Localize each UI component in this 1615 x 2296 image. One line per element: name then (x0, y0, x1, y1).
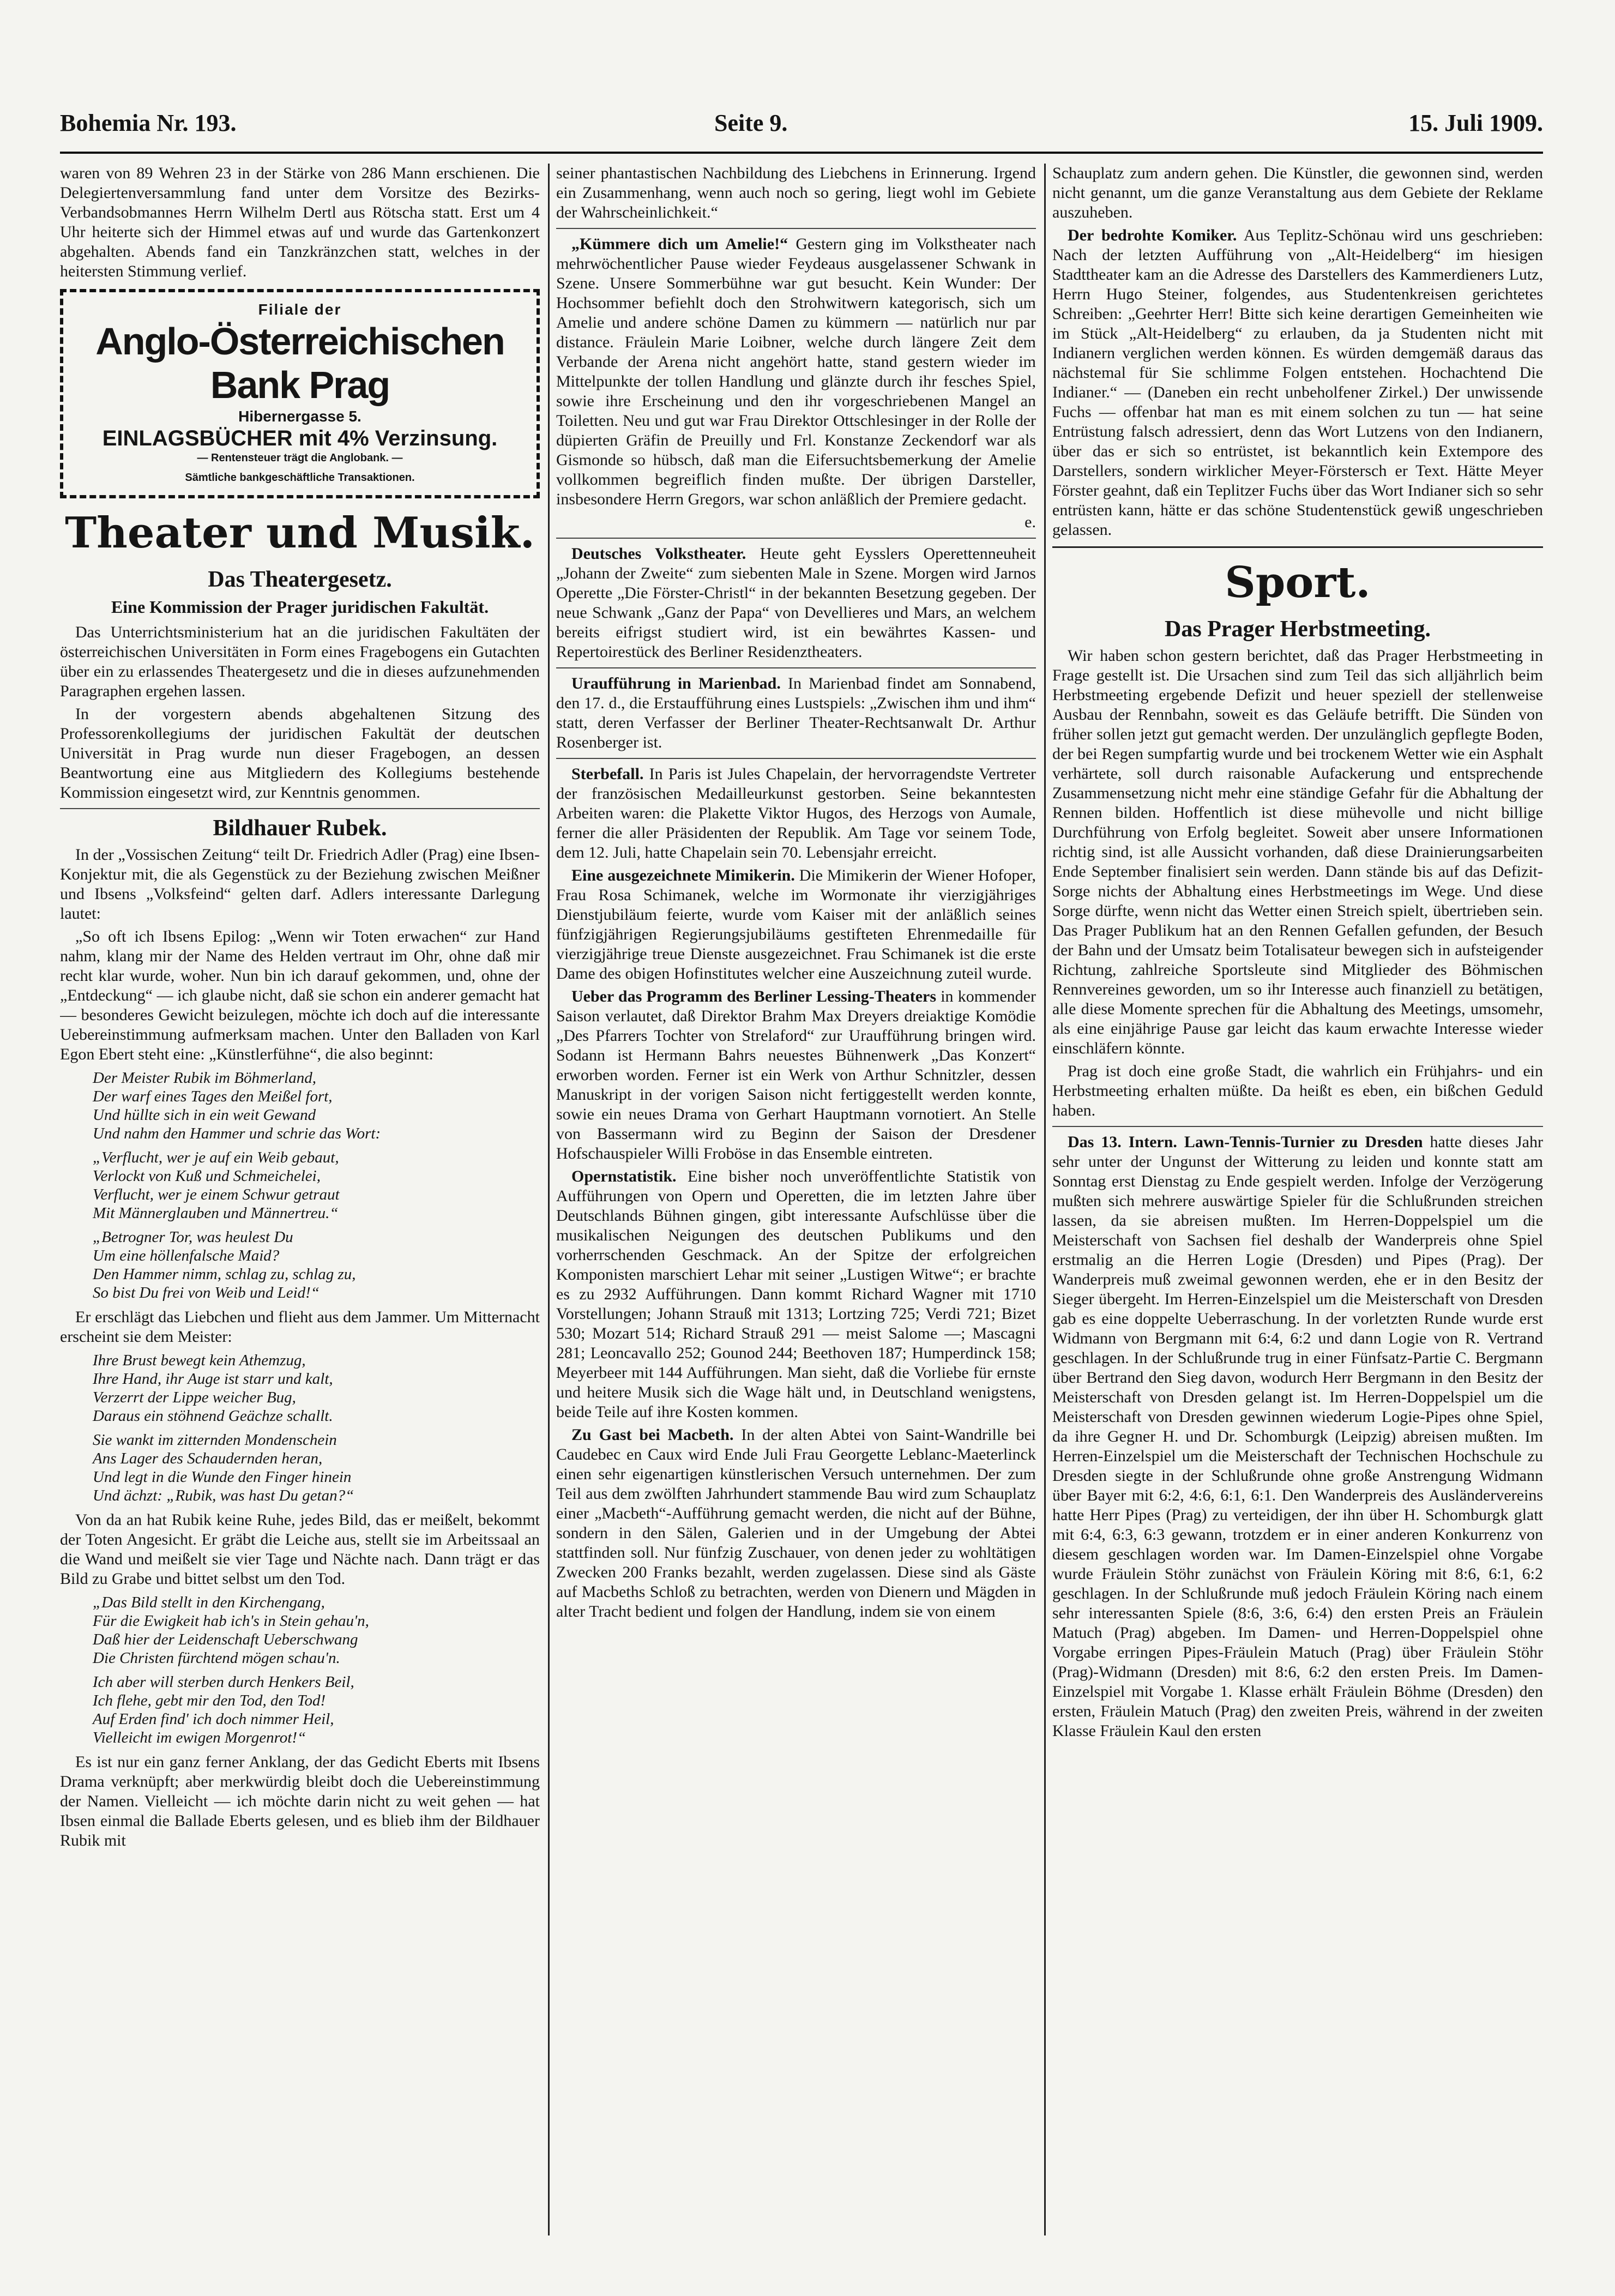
column-1 (60, 164, 540, 2246)
news-item (556, 987, 1036, 1164)
news-item-heading: Opernstatistik. (571, 1167, 677, 1185)
poem-line: Ihre Brust bewegt kein Athemzug, (93, 1352, 306, 1369)
news-item (556, 544, 1036, 662)
news-item (556, 866, 1036, 984)
continued-article-text: waren von 89 Wehren 23 in der Stärke von 286 Mann erschienen. Die Delegiertenversammlung fand unter dem Vorsitze des Bezirks-Verbandsobmannes Herrn Wilhelm Dertl aus Rötscha statt. Erst um 4 Uhr heiterte sich der Himmel etwas auf und wurde das Gartenkonzert abgehalten. Abends fand ein Tanzkränzchen statt, welches in der heitersten Stimmung verlief. (60, 164, 540, 280)
section-title-theater: Theater und Musik. (65, 508, 535, 558)
continued-article-text: Schauplatz zum andern gehen. Die Künstler, die gewonnen sind, werden nicht genannt, um die ganze Veranstaltung aus dem Gebiete der Reklame auszuheben. (1052, 164, 1543, 221)
header-rule (60, 152, 1543, 154)
article-paragraph: Das Unterrichtsministerium hat an die juridischen Fakultäten der österreichischen Universitäten in Form eines Fragebogens ein Gutachten über ein zu erlassendes Theatergesetz und die in dieses aufzunehmenden Paragraphen ergehen lassen. (60, 623, 540, 700)
article-divider (556, 538, 1036, 539)
news-item-heading: Eine ausgezeichnete Mimikerin. (571, 866, 795, 884)
continued-article-text: seiner phantastischen Nachbildung des Liebchens in Erinnerung. Irgend ein Zusammenhang, wenn auch noch so gering, liegt wohl im Gebiete der Wahrscheinlichkeit.“ (556, 164, 1036, 221)
ad-tax-note: — Rentensteuer trägt die Anglobank. — (197, 452, 403, 464)
news-item-body: hatte dieses Jahr sehr unter der Ungunst der Witterung zu leiden und konnte statt am Sonntag erst Dienstag zu Ende gespielt werden. Infolge der Verzögerung mußten sich mehrere auswärtige Spieler für die Schlußrunden streichen lassen, da sie abreisen mußten. Im Herren-Doppelspiel um die Meisterschaft von Sachsen fiel deshalb der Wanderpreis ohne Spiel erstmalig an die Herren Logie (Dresden) und Pipes (Prag). Der Wanderpreis muß zweimal gewonnen werden, ehe er in den Besitz der Sieger übergeht. Im Herren-Einzelspiel um die Meisterschaft von Dresden gab es eine doppelte Ueberraschung. In der vorletzten Runde wurde erst Widmann von Bergmann mit 6:4, 6:2 und dann Logie von R. Vertrand geschlagen. In der Schlußrunde trug in einer Fünfsatz-Partie C. Bergmann über Bertrand den Sieg davon, wodurch Herr Bergmann in den Besitz der Meisterschaft von Dresden gelangt ist. Im Herren-Doppelspiel um die Meisterschaft von Dresden gewinnen wiederum Logie-Pipes ohne Spiel, da ihre Gegner H. und Dr. Schomburgk (Leipzig) abreisen mußten. Im Herren-Einzelspiel um die Meisterschaft der Technischen Hochschule zu Dresden siegte in der Schlußrunde ohne große Anstrengung Widmann über Bayer mit 6:2, 4:6, 6:1, 6:1. Den Wanderpreis des Ausländervereins hatte Herr Pipes (Prag) zu verteidigen, der ihn über H. Schomburgk glatt mit 6:4, 6:3, 6:3 gewann, trotzdem er in einer anderen Konkurrenz von diesem geschlagen worden war. Im Damen-Einzelspiel ohne Vorgabe wurde Fräulein Stöhr zunächst von Fräulein Köring mit 8:6, 6:1, 6:2 geschlagen. In der Schlußrunde muß jedoch Fräulein Köring nach einem sehr interessanten Spiele (8:6, 3:6, 6:4) den ersten Preis an Fräulein Matuch (Prag) abgeben. Im Damen- und Herren-Doppelspiel ohne Vorgabe erringen Pipes-Fräulein Matuch (Prag) über Fräulein Stöhr (Prag)-Widmann (Dresden) mit 8:6, 6:2 den ersten Preis. Im Damen-Einzelspiel mit Vorgabe 1. Klasse erhält Fräulein Böhme (Dresden) den ersten, Fräulein Matuch (Prag) den zweiten Preis, während in der zweiten Klasse Fräulein Kaul den ersten (1052, 1133, 1543, 1740)
poem-line: Ich flehe, gebt mir den Tod, den Tod! (93, 1692, 326, 1709)
page-header (60, 104, 1543, 142)
article-divider (1052, 1126, 1543, 1127)
section-divider (1052, 546, 1543, 548)
article-paragraph: Er erschlägt das Liebchen und flieht aus dem Jammer. Um Mitternacht erscheint sie dem Meister: (60, 1308, 540, 1346)
poem-line: Sie wankt im zitternden Mondenschein (93, 1431, 337, 1449)
poem-line: „Verflucht, wer je auf ein Weib gebaut, (93, 1149, 339, 1166)
poem-line: Ich aber will sterben durch Henkers Beil, (93, 1673, 354, 1691)
article-divider (60, 808, 540, 809)
poem-line: Der warf eines Tages den Meißel fort, (93, 1088, 333, 1105)
article-divider (556, 228, 1036, 229)
column-3 (1052, 164, 1543, 2246)
header-date: 15. Juli 1909. (1408, 110, 1543, 136)
poem-line: Den Hammer nimm, schlag zu, schlag zu, (93, 1265, 356, 1283)
news-item (556, 764, 1036, 863)
article-paragraph: Von da an hat Rubik keine Ruhe, jedes Bild, das er meißelt, bekommt der Toten Angesicht. Er gräbt die Leiche aus, stellt sie im Arbeitssaal an die Wand und meißelt sie vier Tage und Nächte nach. Dann trägt er das Bild zu Grabe und bittet selbst um den Tod. (60, 1511, 540, 1588)
article-paragraph: In der „Vossischen Zeitung“ teilt Dr. Friedrich Adler (Prag) eine Ibsen-Konjektur mit, die als Gegenstück zu der Beziehung zwischen Meißner und Ibsens „Volksfeind“ gelten darf. Adlers interessante Darlegung lautet: (60, 846, 540, 923)
poem-line: „Betrogner Tor, was heulest Du (93, 1228, 293, 1246)
column-2 (556, 164, 1036, 2246)
article-subtitle-kommission: Eine Kommission der Prager juridischen Fakultät. (111, 597, 489, 617)
poem-stanza (93, 1351, 540, 1425)
article-divider (556, 667, 1036, 668)
news-item (1052, 226, 1543, 540)
section-title-sport: Sport. (1225, 558, 1371, 607)
poem-stanza (93, 1148, 540, 1222)
poem-line: Auf Erden find' ich doch nimmer Heil, (93, 1710, 334, 1728)
news-item-body: Heute geht Eysslers Operettenneuheit „Johann der Zweite“ zum siebenten Male in Szene. Morgen wird Jarnos Operette „Die Förster-Christl“ in der bekannten Besetzung gegeben. Der neue Schwank „Ganz der Papa“ von Devellieres und Mars, an welchem bereits eifrigst studiert wird, ist ein bewährtes Kassen- und Repertoirestück des Berliner Residenztheaters. (556, 545, 1036, 661)
ad-services: Sämtliche bankgeschäftliche Transaktionen. (185, 472, 415, 484)
header-page-number: Seite 9. (714, 110, 788, 136)
article-paragraph: Wir haben schon gestern berichtet, daß das Prager Herbstmeeting in Frage gestellt ist. Die Ursachen sind zum Teil das sich alljährlich beim Herbstmeeting ergebende Defizit und heuer speziell der stellenweise Ausbau der Rennbahn, soweit es das Geläufe betrifft. Die Sünden von früher sollen jetzt gut gemacht werden. Der unzulänglich gepflegte Boden, der bei Regen sumpfartig wurde und bei trockenem Wetter wie ein Asphalt verhärtete, soll durch raisonable Aufackerung und entsprechende Zusammensetzung nicht mehr eine ständige Gefahr für die Abhaltung der Rennen bilden. Hoffentlich ist diese mühevolle und nicht billige Durchführung von Erfolg begleitet. Soweit aber unsere Informationen richtig sind, ist alle Aussicht vorhanden, daß diese Drainierungsarbeiten Ende September finalisiert sein werden. Dann stände bis auf das Defizit-Sorge nichts der Abhaltung eines Herbstmeetings im Wege. Und diese Sorge dürfte, wenn nicht das Wetter einen Streich spielt, übertrieben sein. Das Prager Publikum hat an den Rennen Gefallen gefunden, der Besuch der Bahn und der Umsatz beim Totalisateur bewegen sich in aufsteigender Richtung, zahlreiche Sportsleute sind Mitglieder des Böhmischen Rennvereines geworden, um so ihr Interesse auch finanziell zu betätigen, alle diese Momente sprechen für die Abhaltung des Meetings, umsomehr, als eine einjährige Pause gar leicht das kaum erwachte Interesse wieder einschläfern könnte. (1052, 647, 1543, 1057)
news-item-heading: Deutsches Volkstheater. (571, 545, 746, 563)
header-masthead-issue: Bohemia Nr. 193. (60, 110, 237, 136)
poem-stanza (93, 1593, 540, 1667)
poem-line: Der Meister Rubik im Böhmerland, (93, 1069, 316, 1087)
news-item-body: in kommender Saison verlautet, daß Direktor Brahm Max Dreyers dreiaktige Komödie „Des Pfarrers Tochter von Strelaford“ zur Uraufführung bringen wird. Sodann ist Hermann Bahrs neuestes Bühnenwerk „Das Konzert“ erworben worden. Ferner ist ein Werk von Arthur Schnitzler, dessen Manuskript in der vorigen Saison nicht fertiggestellt werden konnte, sowie ein neues Drama von Gerhart Hauptmann vornotiert. An Stelle von Bassermann wird zu Beginn der Saison der Dresdener Hofschauspieler Willi Froböse in das Ensemble eintreten. (556, 987, 1036, 1162)
article-paragraph: In der vorgestern abends abgehaltenen Sitzung des Professorenkollegiums der juridischen Fakultät der deutschen Universität in Prag wurde nun dieser Fragebogen, an dessen Beantwortung eine aus Mitgliedern des Kollegiums bestehende Kommission eingesetzt wird, zur Kenntnis genommen. (60, 705, 540, 802)
poem-line: Daß hier der Leidenschaft Ueberschwang (93, 1631, 358, 1648)
news-item-body: Eine bisher noch unveröffentlichte Statistik von Aufführungen von Opern und Operetten, die im letzten Jahre über Deutschlands Bühnen gingen, gibt interessante Aufschlüsse über die musikalischen Neigungen des deutschen Publikums und den vorherrschenden Geschmack. An der Spitze der erfolgreichen Komponisten marschiert Lehar mit seiner „Lustigen Witwe“; er brachte es zu 2932 Aufführungen. Dann kommt Richard Wagner mit 1710 Vorstellungen; Johann Strauß mit 1313; Lortzing 725; Verdi 721; Bizet 530; Mozart 514; Richard Strauß 291 — meist Salome —; Mascagni 281; Leoncavallo 252; Gounod 244; Beethoven 187; Humperdinck 158; Meyerbeer mit 144 Aufführungen. Man sieht, daß die Vorliebe für ernste und heitere Musik sich die Wage hält und, in Deutschland wenigstens, beide Teile auf ihre Kosten kommen. (556, 1167, 1036, 1421)
news-item (556, 674, 1036, 752)
poem-line: Die Christen fürchtend mögen schau'n. (93, 1649, 340, 1667)
article-divider (556, 758, 1036, 759)
news-item-body: Die Mimikerin der Wiener Hofoper, Frau Rosa Schimanek, welche im Wormonate ihr vierzigjähriges Dienstjubiläum feierte, wurde vom Kaiser mit der anläßlich seines fünfzigjährigen Regierungsjubiläums gestifteten Ehrenmedaille für vierzigjährige treue Dienste ausgezeichnet. Frau Schimanek ist die erste Dame des obigen Hofinstitutes welcher eine Auszeichnung zuteil wurde. (556, 866, 1036, 983)
news-item-body: Aus Teplitz-Schönau wird uns geschrieben: Nach der letzten Aufführung von „Alt-Heidelberg“ im hiesigen Stadttheater kam an die Adresse des Darstellers des Kammerdieners Lutz, Herrn Hugo Steiner, folgendes, aus Studentenkreisen gerichtetes Schreiben: „Geehrter Herr! Bitte sich keine derartigen Gemeinheiten wie im Stück „Alt-Heidelberg“ zu erlauben, da ja Studenten nicht mit Indianern verglichen werden können. Es würden demgemäß daraus das nächstemal für Sie schlimme Folgen entstehen. Hochachtend Die Indianer.“ — (Daneben ein recht unbeholfener Zirkel.) Der unwissende Fuchs — offenbar hat man es mit einem solchen zu tun — hat seine Entrüstung falsch adressiert, denn das Wort Lutzens von den Indianern, über das er sich so entrüstet, ist bekanntlich kein Extempore des Darstellers, sondern wirklicher Meyer-Förstersch er Text. Hätte Meyer Förster geahnt, daß ein Teplitzer Fuchs über das Wort Indianer sich so sehr entrüsten kann, hätte er das schöne Studentenstück gewiß ungeschrieben gelassen. (1052, 226, 1543, 539)
article-title-theatergesetz: Das Theatergesetz. (208, 567, 392, 592)
poem-line: Daraus ein stöhnend Geächze schallt. (93, 1407, 333, 1425)
article-paragraph: Prag ist doch eine große Stadt, die wahrlich ein Frühjahrs- und ein Herbstmeeting erhalten müßte. Da heißt es eben, ein bißchen Geduld haben. (1052, 1062, 1543, 1119)
news-item-body: In Paris ist Jules Chapelain, der hervorragendste Vertreter der französischen Medailleurkunst gestorben. Seine bekanntesten Arbeiten waren: die Plakette Viktor Hugos, des Herzogs von Aumale, ferner die aller Präsidenten der Republik. Am Tage vor seinem Tode, dem 12. Juli, hatte Chapelain sein 70. Lebensjahr erreicht. (556, 765, 1036, 861)
column-rule-2 (1044, 164, 1046, 2235)
ad-address: Hibernergasse 5. (238, 408, 361, 425)
poem-line: Ihre Hand, ihr Auge ist starr und kalt, (93, 1370, 333, 1388)
news-item-body: In Marienbad findet am Sonnabend, den 17. d., die Erstaufführung eines Lustspiels: „Zwischen ihm und ihm“ statt, deren Verfasser der Berliner Theater-Rechtsanwalt Dr. Arthur Rosenberger ist. (556, 674, 1036, 751)
news-item (1052, 1132, 1543, 1741)
news-item (556, 1425, 1036, 1622)
poem-line: Mit Männerglauben und Männertreu.“ (93, 1204, 339, 1222)
ad-branch-label: Filiale der (258, 301, 342, 318)
poem-line: So bist Du frei von Weib und Leid!“ (93, 1284, 320, 1301)
poem-stanza (93, 1673, 540, 1747)
news-item-heading: Zu Gast bei Macbeth. (571, 1426, 734, 1444)
poem-line: Und nahm den Hammer und schrie das Wort: (93, 1125, 381, 1142)
news-item (556, 1167, 1036, 1422)
bank-advertisement (60, 289, 540, 498)
newspaper-page (60, 104, 1543, 2252)
news-item (556, 234, 1036, 509)
article-paragraph: „So oft ich Ibsens Epilog: „Wenn wir Toten erwachen“ zur Hand nahm, klang mir der Name des Helden vertraut im Ohr, ohne daß mir recht klar wurde, woher. Nun bin ich darauf gekommen, und, ohne der „Entdeckung“ — ich glaube nicht, daß sie schon ein anderer gemacht hat — besonderes Gewicht beizulegen, möchte ich doch auf die interessante Uebereinstimmung aufmerksam machen. Unter den Balladen von Karl Egon Ebert steht eine: „Künstlerfühne“, die also beginnt: (60, 927, 540, 1063)
poem-line: „Das Bild stellt in den Kirchengang, (93, 1594, 325, 1611)
article-paragraph: Es ist nur ein ganz ferner Anklang, der das Gedicht Eberts mit Ibsens Drama verknüpft; aber merkwürdig bleibt doch die Uebereinstimmung der Namen. Vielleicht — ich möchte darin nicht zu weit gehen — hat Ibsen einmal die Ballade Eberts gelesen, und es blieb ihm der Bildhauer Rubik mit (60, 1753, 540, 1849)
poem-stanza (93, 1069, 540, 1143)
poem-line: Vielleicht im ewigen Morgenrot!“ (93, 1729, 306, 1746)
poem-line: Ans Lager des Schaudernden heran, (93, 1450, 323, 1467)
news-item-heading: Das 13. Intern. Lawn-Tennis-Turnier zu Dresden (1068, 1133, 1423, 1151)
ad-bank-name: Anglo-Österreichischen Bank Prag (95, 320, 504, 406)
poem-stanza (93, 1431, 540, 1505)
author-initial: e. (1025, 513, 1036, 531)
news-item-body: In der alten Abtei von Saint-Wandrille bei Caudebec en Caux wird Ende Juli Frau Georgette Leblanc-Maeterlinck einen sehr eigenartigen künstlerischen Versuch unternehmen. Der zum Teil aus dem zwölften Jahrhundert stammende Bau wird zum Schauplatz einer „Macbeth“-Aufführung gemacht werden, die nicht auf der Bühne, sondern in den Sälen, Galerien und in der Umgebung der Abtei stattfinden soll. Nur fünfzig Zuschauer, von denen jeder zu wohltätigen Zwecken 200 Franks bezahlt, werden zugelassen. Diese sind als Gäste auf Macbeths Schloß zu betrachten, werden von Dienern und Mägden in alter Tracht bedient und folgen der Handlung, indem sie von einem (556, 1426, 1036, 1620)
poem-line: Um eine höllenfalsche Maid? (93, 1247, 280, 1264)
column-rule-1 (548, 164, 550, 2235)
article-title-herbstmeeting: Das Prager Herbstmeeting. (1165, 617, 1431, 642)
poem-line: Und hüllte sich in ein weit Gewand (93, 1106, 316, 1124)
poem-line: Verlockt von Kuß und Schmeichelei, (93, 1167, 321, 1185)
article-title-rubek: Bildhauer Rubek. (213, 816, 387, 841)
ad-offer: EINLAGSBÜCHER mit 4% Verzinsung. (102, 426, 498, 450)
poem-line: Und ächzt: „Rubik, was hast Du getan?“ (93, 1487, 354, 1504)
news-item-body: Gestern ging im Volkstheater nach mehrwöchentlicher Pause wieder Feydeaus ausgelassener Schwank in Szene. Unsere Sommerbühne war gut besucht. Kein Wunder: Der Hochsommer befiehlt doch den Strohwitwern kategorisch, sich um Amelie und andere schöne Damen zu kümmern — natürlich nur par distance. Fräulein Marie Loibner, welche durch längere Zeit dem Verbande der Arena nicht angehört hatte, stand gestern wieder im Mittelpunkte der tollen Handlung und glänzte durch ihr fesches Spiel, sowie ihre Erscheinung und den ihr vorgeschriebenen Mangel an Toiletten. Neu und gut war Frau Direktor Ottschlesinger in der Rolle der düpierten Gräfin de Preuilly und Frl. Konstanze Zeckendorf war als Gismonde so hübsch, daß man die Eifersuchtsbemerkung der Amelie vollkommen begreiflich finden mußte. Der übrigen Darsteller, insbesondere Herrn Gregors, war schon anläßlich der Premiere gedacht. (556, 235, 1036, 508)
news-item-heading: Ueber das Programm des Berliner Lessing-Theaters (571, 987, 937, 1005)
poem-line: Für die Ewigkeit hab ich's in Stein gehau'n, (93, 1612, 369, 1630)
news-item-heading: Der bedrohte Komiker. (1068, 226, 1237, 244)
news-item-heading: Sterbefall. (571, 765, 644, 783)
poem-line: Verzerrt der Lippe weicher Bug, (93, 1389, 296, 1406)
poem-line: Und legt in die Wunde den Finger hinein (93, 1468, 352, 1486)
poem-stanza (93, 1228, 540, 1302)
news-item-heading: „Kümmere dich um Amelie!“ (571, 235, 788, 253)
poem-line: Verflucht, wer je einem Schwur getraut (93, 1186, 340, 1203)
news-item-heading: Uraufführung in Marienbad. (571, 674, 781, 692)
